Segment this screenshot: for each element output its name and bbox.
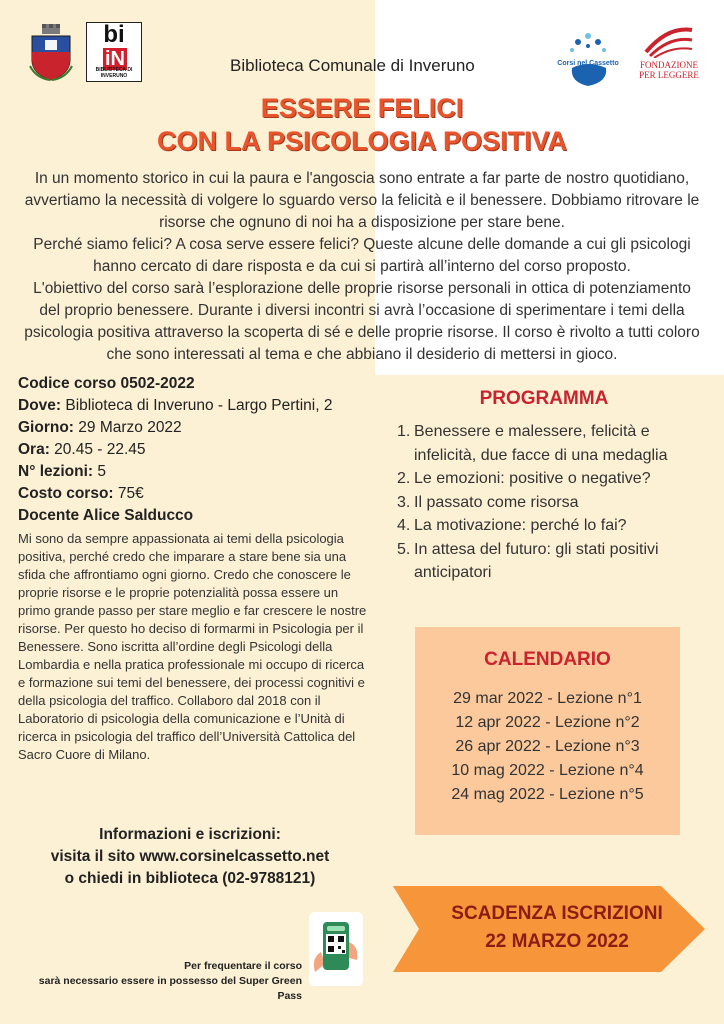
green-pass-line-1: Per frequentare il corso [184, 960, 302, 972]
deadline-label: SCADENZA ISCRIZIONI [451, 903, 663, 924]
programma-item-number: 1. [397, 423, 411, 440]
programma-item-text: Le emozioni: positive o negative? [414, 470, 651, 487]
programma-list [397, 420, 702, 585]
calendario-date: 10 mag 2022 - Lezione n°4 [451, 762, 644, 779]
programma-item-text: Benessere e malessere, felicità e infelicità, due facce di una medaglia [414, 423, 668, 464]
fondazione-per-leggere-logo [639, 22, 699, 92]
green-pass-illustration [309, 912, 363, 986]
intro-paragraph: L'obiettivo del corso sarà l’esplorazione delle proprie risorse personali in ottica di potenziamento del proprio benessere. Durante i diversi incontri si avrà l’occasione di sperimentare i temi della psicologia positiva attraverso la scoperta di sé e delle proprie risorse. Il corso è rivolto a tutti coloro che sono interessati al tema e che abbiano il desiderio di mettersi in gioco. [24, 280, 700, 363]
programma-item-text: In attesa del futuro: gli stati positivi anticipatori [414, 540, 659, 581]
cost-value: 75€ [113, 485, 144, 502]
calendario-date: 24 mag 2022 - Lezione n°5 [451, 786, 644, 803]
day-value: 29 Marzo 2022 [73, 419, 182, 436]
cost-label: Costo corso: [18, 485, 114, 502]
programma-item-number: 2. [397, 470, 411, 487]
programma-item-number: 4. [397, 517, 411, 534]
deadline-date: 22 MARZO 2022 [485, 931, 629, 952]
programma-heading: PROGRAMMA [479, 388, 609, 409]
page-title [150, 92, 574, 158]
programma-item [397, 467, 702, 491]
biin-logo-text-in: iN [105, 48, 125, 70]
deadline-banner [393, 886, 705, 972]
teacher-bio: Mi sono da sempre appassionata ai temi della psicologia positiva, perché credo che imparare a stare bene sia una sfida che affrontiamo ogni giorno. Credo che conoscere le proprie risorse e le proprie potenzialità possa essere un primo grande passo per stare meglio e far crescere le nostre risorse. Per questo ho deciso di formarmi in Psicologia per il Benessere. Sono iscritta all’ordine degli Psicologi della Lombardia e nella pratica professionale mi occupo di ricerca e formazione sui temi del benessere, dei processi cognitivi e della psicologia del traffico. Collaboro dal 2018 con il Laboratorio di psicologia della comunicazione e l’Unità di ricerca in psicologia del traffico dell’Università Cattolica del Sacro Cuore di Milano. [18, 531, 367, 762]
programma-item [397, 420, 702, 467]
programma-item-text: Il passato come risorsa [414, 493, 579, 511]
calendario-date: 12 apr 2022 - Lezione n°2 [455, 714, 640, 731]
programma-item-number: 3. [397, 493, 411, 511]
biin-logo-text-bi: bi [103, 21, 125, 48]
library-name: Biblioteca Comunale di Inveruno [230, 56, 475, 75]
programma-item-number: 5. [397, 540, 411, 558]
where-label: Dove: [18, 397, 62, 414]
time-label: Ora: [18, 441, 50, 458]
day-label: Giorno: [18, 419, 74, 436]
teacher-name: Docente Alice Salducco [18, 507, 194, 524]
lessons-value: 5 [93, 463, 107, 480]
calendario-heading: CALENDARIO [484, 649, 611, 670]
library-phone: o chiedi in biblioteca (02-9788121) [64, 870, 316, 887]
programma-item [397, 538, 702, 585]
inveruno-crest-logo [28, 22, 74, 82]
calendario-box [415, 627, 680, 835]
intro-paragraph: Perché siamo felici? A cosa serve essere felici? Queste alcune delle domande a cui gli psicologi hanno cercato di dare risposta e da cui si partirà all’interno del corso proposto. [33, 236, 691, 275]
time-value: 20.45 - 22.45 [49, 441, 146, 458]
green-pass-note [16, 959, 302, 1004]
info-heading: Informazioni e iscrizioni: [99, 826, 281, 843]
programma-item [397, 491, 702, 515]
biin-library-logo [86, 22, 142, 82]
calendario-date: 26 apr 2022 - Lezione n°3 [455, 738, 640, 755]
fondazione-logo-line1: FONDAZIONE [640, 60, 698, 70]
intro-paragraph: In un momento storico in cui la paura e l'angoscia sono entrate a far parte de nostro quotidiano, avvertiamo la necessità di volgere lo sguardo verso la felicità e il benessere. Dobbiamo ritrovare le risorse che ognuno di noi ha a disposizione per stare bene. [24, 170, 700, 231]
lessons-label: N° lezioni: [18, 463, 94, 480]
course-details [18, 373, 368, 527]
course-code: Codice corso 0502-2022 [18, 375, 195, 392]
green-pass-line-2: sarà necessario essere in possesso del Super Green Pass [38, 975, 302, 1002]
fondazione-logo-line2: PER LEGGERE [639, 70, 699, 80]
programma-item-text: La motivazione: perché lo fai? [414, 517, 627, 534]
programma-item [397, 514, 702, 538]
info-registration [20, 824, 360, 890]
biin-logo-caption: BIBLIOTECA DI INVERUNO [95, 67, 133, 79]
title-line-1: ESSERE FELICI [260, 93, 464, 123]
calendario-list [415, 687, 680, 807]
title-line-2: CON LA PSICOLOGIA POSITIVA [156, 126, 568, 156]
website-link[interactable]: visita il sito www.corsinelcassetto.net [50, 848, 330, 865]
corsi-nel-cassetto-logo [548, 22, 628, 94]
corsi-logo-text: Corsi nel Cassetto [557, 60, 619, 67]
where-value: Biblioteca di Inveruno - Largo Pertini, 2 [61, 397, 333, 414]
calendario-date: 29 mar 2022 - Lezione n°1 [453, 690, 642, 707]
intro-text [22, 168, 702, 366]
